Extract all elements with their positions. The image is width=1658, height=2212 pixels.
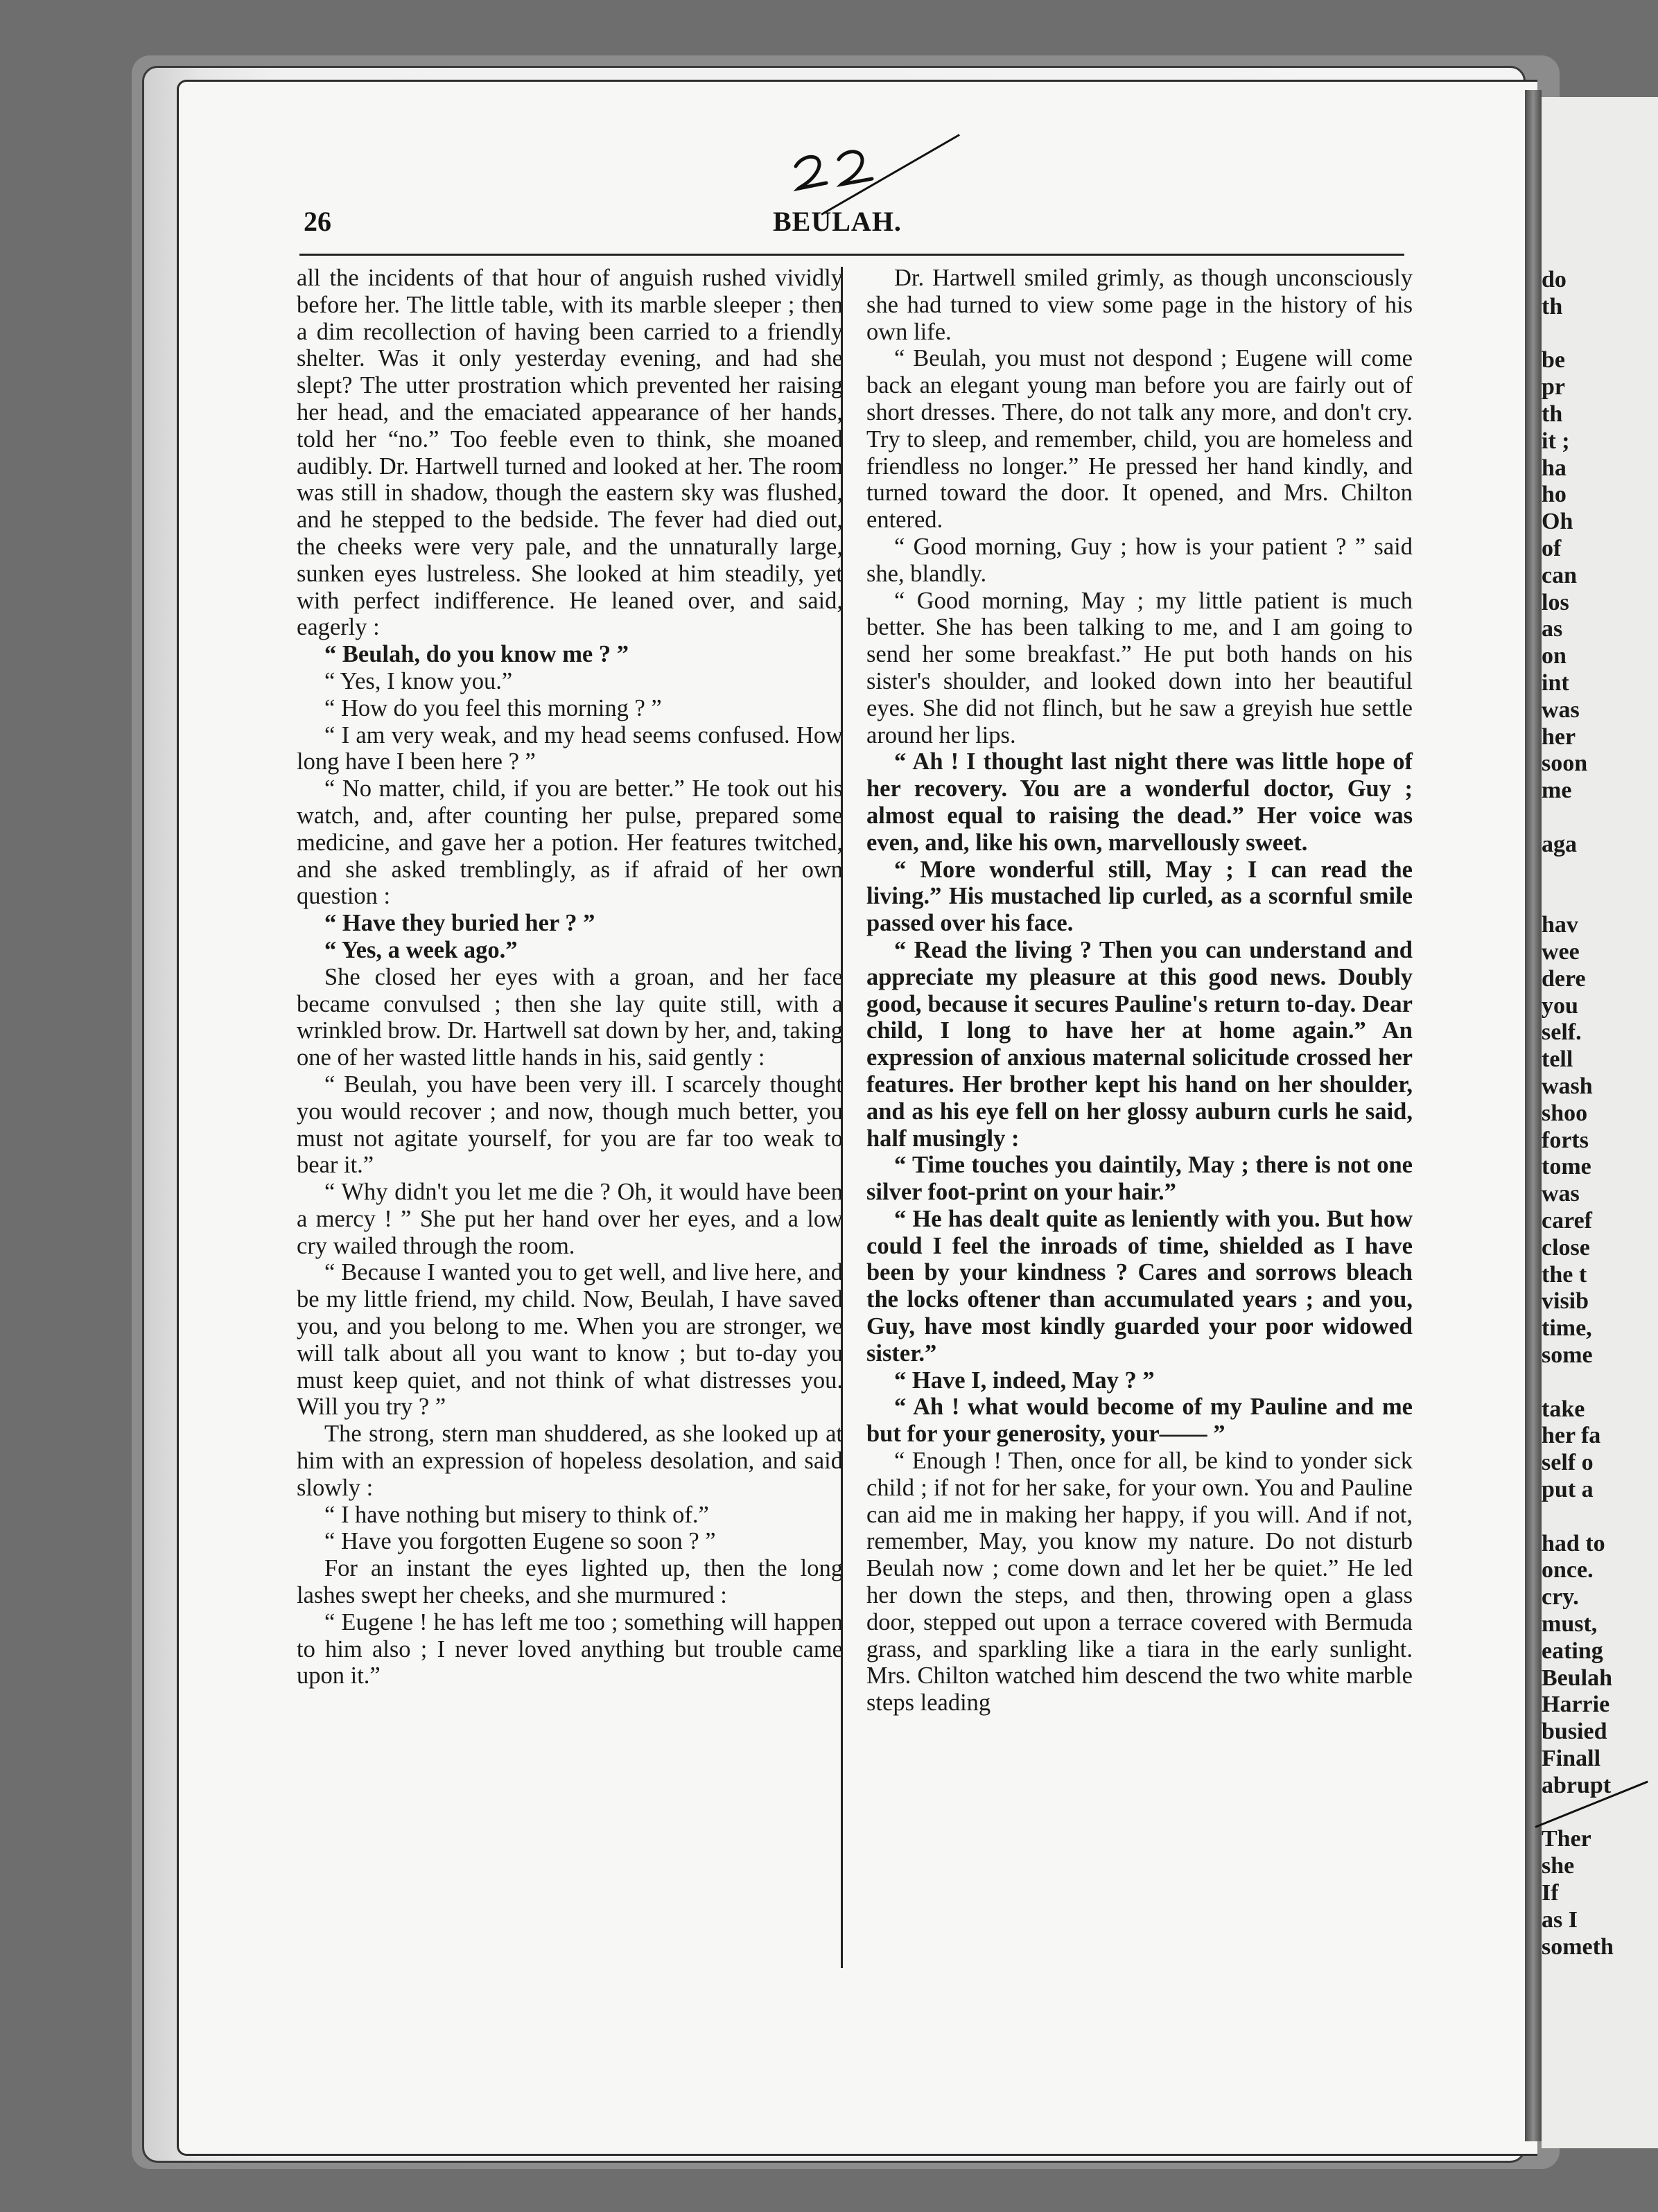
paragraph: “ Eugene ! he has left me too ; something will happen to him also ; I never loved anything but trouble came upon it.” (297, 1608, 843, 1689)
paragraph: “ Beulah, do you know me ? ” (324, 641, 629, 668)
paragraph: The strong, stern man shuddered, as she looked up at him with an expression of hopeless desolation, and said slowly : (297, 1421, 843, 1501)
facing-page-text-fragment: Finall (1542, 1746, 1601, 1771)
facing-page-text-fragment: int (1542, 670, 1569, 696)
paragraph: “ I have nothing but misery to think of.” (324, 1501, 709, 1528)
facing-page-text-fragment: visib (1542, 1288, 1589, 1315)
paragraph: She closed her eyes with a groan, and her face became convulsed ; then she lay quite still, with a wrinkled brow. Dr. Hartwell sat down by her, and, taking one of her wasted little hands in his, said gently : (297, 963, 843, 1071)
facing-page-text-fragment: do (1542, 267, 1567, 292)
paragraph: “ Enough ! Then, once for all, be kind to yonder sick child ; if not for her sake, for your own. You and Pauline can aid me in making her happy, if you will. And if not, remember, May, you know my nature. Do not disturb Beulah now ; come down and let her be quiet.” He led her down the steps, and then, throwing open a glass door, stepped out upon a terrace covered with Bermuda grass, and sparkling like a tiara in the early sunlight. Mrs. Chilton watched him descend the two white marble steps leading (866, 1448, 1413, 1717)
left-text-column (297, 265, 843, 1689)
facing-page-text-fragment: cry. (1542, 1584, 1579, 1610)
facing-page-text-fragment: her fa (1542, 1423, 1601, 1449)
facing-page-text-fragment: her (1542, 723, 1576, 750)
paragraph: “ How do you feel this morning ? ” (324, 694, 662, 721)
paragraph: “ Have they buried her ? ” (324, 910, 595, 937)
paragraph: “ Have I, indeed, May ? ” (894, 1367, 1155, 1394)
right-text-column (866, 265, 1413, 1717)
page-number: 26 (304, 206, 331, 237)
facing-page-text-fragment: shoo (1542, 1100, 1588, 1126)
facing-page-text-fragment: wash (1542, 1073, 1593, 1099)
facing-page-text-fragment: hav (1542, 912, 1578, 938)
facing-page-text-fragment: of (1542, 536, 1562, 561)
facing-page-text-fragment: tome (1542, 1154, 1591, 1180)
paragraph: “ Good morning, May ; my little patient is much better. She has been talking to me, and I am going to send her some breakfast.” He put both hands on his sister's shoulder, and looked down into her beautiful eyes. She did not flinch, but he saw a greyish hue settle around her lips. (866, 587, 1413, 748)
paragraph: “ Beulah, you must not despond ; Eugene will come back an elegant young man before you are fairly out of short dresses. There, do not talk any more, and don't cry. Try to sleep, and remember, child, you are homeless and friendless no longer.” He pressed her hand kindly, and turned toward the door. It opened, and Mrs. Chilton entered. (866, 345, 1413, 534)
paragraph: “ Ah ! I thought last night there was little hope of her recovery. You are a wonderful doctor, Guy ; almost equal to raising the dead.” Her voice was even, and, like his own, marvellously sweet. (866, 748, 1413, 856)
handwritten-page-note (790, 139, 922, 201)
paragraph: “ Have you forgotten Eugene so soon ? ” (324, 1528, 716, 1555)
book-gutter (1525, 90, 1542, 2141)
facing-page-text-fragment: caref (1542, 1208, 1592, 1234)
facing-page-text-fragment: close (1542, 1234, 1590, 1261)
facing-page-text-fragment: pr (1542, 374, 1565, 401)
facing-page-text-fragment: Beulah (1542, 1665, 1613, 1691)
facing-page-text-fragment: abrupt (1542, 1772, 1612, 1798)
paragraph: “ More wonderful still, May ; I can read the living.” His mustached lip curled, as a scornful smile passed over his face. (866, 856, 1413, 937)
paragraph: Dr. Hartwell smiled grimly, as though unconsciously she had turned to view some page in the history of his own life. (866, 265, 1413, 345)
facing-page-text-fragment: someth (1542, 1933, 1614, 1960)
facing-page-text-fragment: time, (1542, 1315, 1592, 1342)
paragraph: “ Time touches you daintily, May ; there is not one silver foot-print on your hair.” (866, 1152, 1413, 1206)
facing-page-text-fragment: on (1542, 643, 1567, 669)
facing-page-text-fragment: as (1542, 616, 1563, 642)
facing-page-edge (1542, 97, 1658, 2148)
facing-page-text-fragment: was (1542, 1181, 1580, 1207)
facing-page-text-fragment: put a (1542, 1477, 1594, 1502)
facing-page-text-fragment: you (1542, 992, 1578, 1019)
facing-page-text-fragment: me (1542, 778, 1572, 804)
facing-page-text-fragment: Ther (1542, 1826, 1591, 1852)
paragraph: “ Good morning, Guy ; how is your patient ? ” said she, blandly. (866, 533, 1413, 587)
facing-page-text-fragment: some (1542, 1342, 1593, 1368)
facing-page-text-fragment: aga (1542, 831, 1577, 857)
facing-page-text-fragment: Harrie (1542, 1692, 1610, 1718)
facing-page-text-fragment: be (1542, 347, 1565, 374)
facing-page-text-fragment: can (1542, 562, 1577, 588)
paragraph: “ No matter, child, if you are better.” He took out his watch, and, after counting her pulse, prepared some medicine, and gave her a potion. Her features twitched, and she asked tremblingly, as if afraid of her own question : (297, 775, 843, 910)
paragraph: “ Ah ! what would become of my Pauline and me but for your generosity, your—— ” (866, 1394, 1413, 1448)
facing-page-text-fragment: once. (1542, 1557, 1594, 1583)
facing-page-text-fragment: busied (1542, 1719, 1607, 1745)
facing-page-text-fragment: dere (1542, 965, 1586, 992)
facing-page-text-fragment: wee (1542, 939, 1580, 965)
paragraph: “ Because I wanted you to get well, and live here, and be my little friend, my child. Now, Beulah, I have saved you, and you belong to me. When you are stronger, we will talk about all you want to know ; but to-day you must keep quiet, and not think of what distresses you. Will you try ? ” (297, 1259, 843, 1421)
facing-page-text-fragment: she (1542, 1853, 1575, 1879)
facing-page-text-fragment: forts (1542, 1127, 1589, 1153)
facing-page-text-fragment: Oh (1542, 509, 1573, 535)
paragraph: “ Yes, a week ago.” (324, 936, 518, 963)
facing-page-text-fragment: self. (1542, 1019, 1582, 1046)
paragraph: “ I am very weak, and my head seems confused. How long have I been here ? ” (297, 721, 843, 775)
facing-page-text-fragment: take (1542, 1396, 1585, 1422)
running-title: BEULAH. (773, 206, 902, 237)
facing-page-text-fragment: it ; (1542, 428, 1570, 454)
paragraph: For an instant the eyes lighted up, then the long lashes swept her cheeks, and she murmured : (297, 1555, 843, 1609)
paragraph: all the incidents of that hour of anguish rushed vividly before her. The little table, with its marble sleeper ; then a dim recollection of having been carried to a friendly shelter. Was it only yesterday evening, and had she slept? The utter prostration which prevented her raising her head, and the emaciated appearance of her hands, told her “no.” Too feeble even to think, she moaned audibly. Dr. Hartwell turned and looked at her. The room was still in shadow, though the eastern sky was flushed, and he stepped to the bedside. The fever had died out, the cheeks were very pale, and the unnaturally large, sunken eyes lustreless. She looked at him steadily, yet with perfect indifference. He leaned over, and said, eagerly : (297, 265, 843, 641)
facing-page-text-fragment: as I (1542, 1906, 1578, 1933)
facing-page-text-fragment: eating (1542, 1638, 1603, 1664)
facing-page-text-fragment: had to (1542, 1530, 1605, 1556)
facing-page-text-fragment: ha (1542, 455, 1567, 481)
facing-page-text-fragment: If (1542, 1880, 1559, 1906)
paragraph: “ Yes, I know you.” (324, 667, 513, 694)
paragraph: “ Beulah, you have been very ill. I scarcely thought you would recover ; and now, though much better, you must not agitate yourself, for you are far too weak to bear it.” (297, 1071, 843, 1179)
facing-page-text-fragment: ho (1542, 482, 1567, 508)
facing-page-text-fragment: th (1542, 293, 1563, 319)
facing-page-text-fragment: the t (1542, 1261, 1587, 1288)
paragraph: “ Why didn't you let me die ? Oh, it would have been a mercy ! ” She put her hand over her eyes, and a low cry wailed through the room. (297, 1179, 843, 1259)
paragraph: “ Read the living ? Then you can understand and appreciate my pleasure at this good news. Doubly good, because it secures Pauline's return to-day. Dear child, I long to have her at home again.” An expression of anxious maternal solicitude crossed her features. Her brother kept his hand on her shoulder, and as his eye fell on her glossy auburn curls he said, half musingly : (866, 936, 1413, 1152)
facing-page-text-fragment: was (1542, 696, 1580, 723)
paragraph: “ He has dealt quite as leniently with you. But how could I feel the inroads of time, shielded as I have been by your kindness ? Cares and sorrows bleach the locks oftener than accumulated years ; and you, Guy, have most kindly guarded your poor widowed sister.” (866, 1205, 1413, 1367)
facing-page-text-fragment: los (1542, 589, 1569, 615)
facing-page-text-fragment: self o (1542, 1450, 1594, 1476)
header-rule (299, 254, 1404, 256)
facing-page-text-fragment: must, (1542, 1611, 1598, 1637)
facing-page-text-fragment: th (1542, 401, 1563, 427)
facing-page-text-fragment: tell (1542, 1046, 1573, 1073)
facing-page-text-fragment: soon (1542, 750, 1588, 777)
